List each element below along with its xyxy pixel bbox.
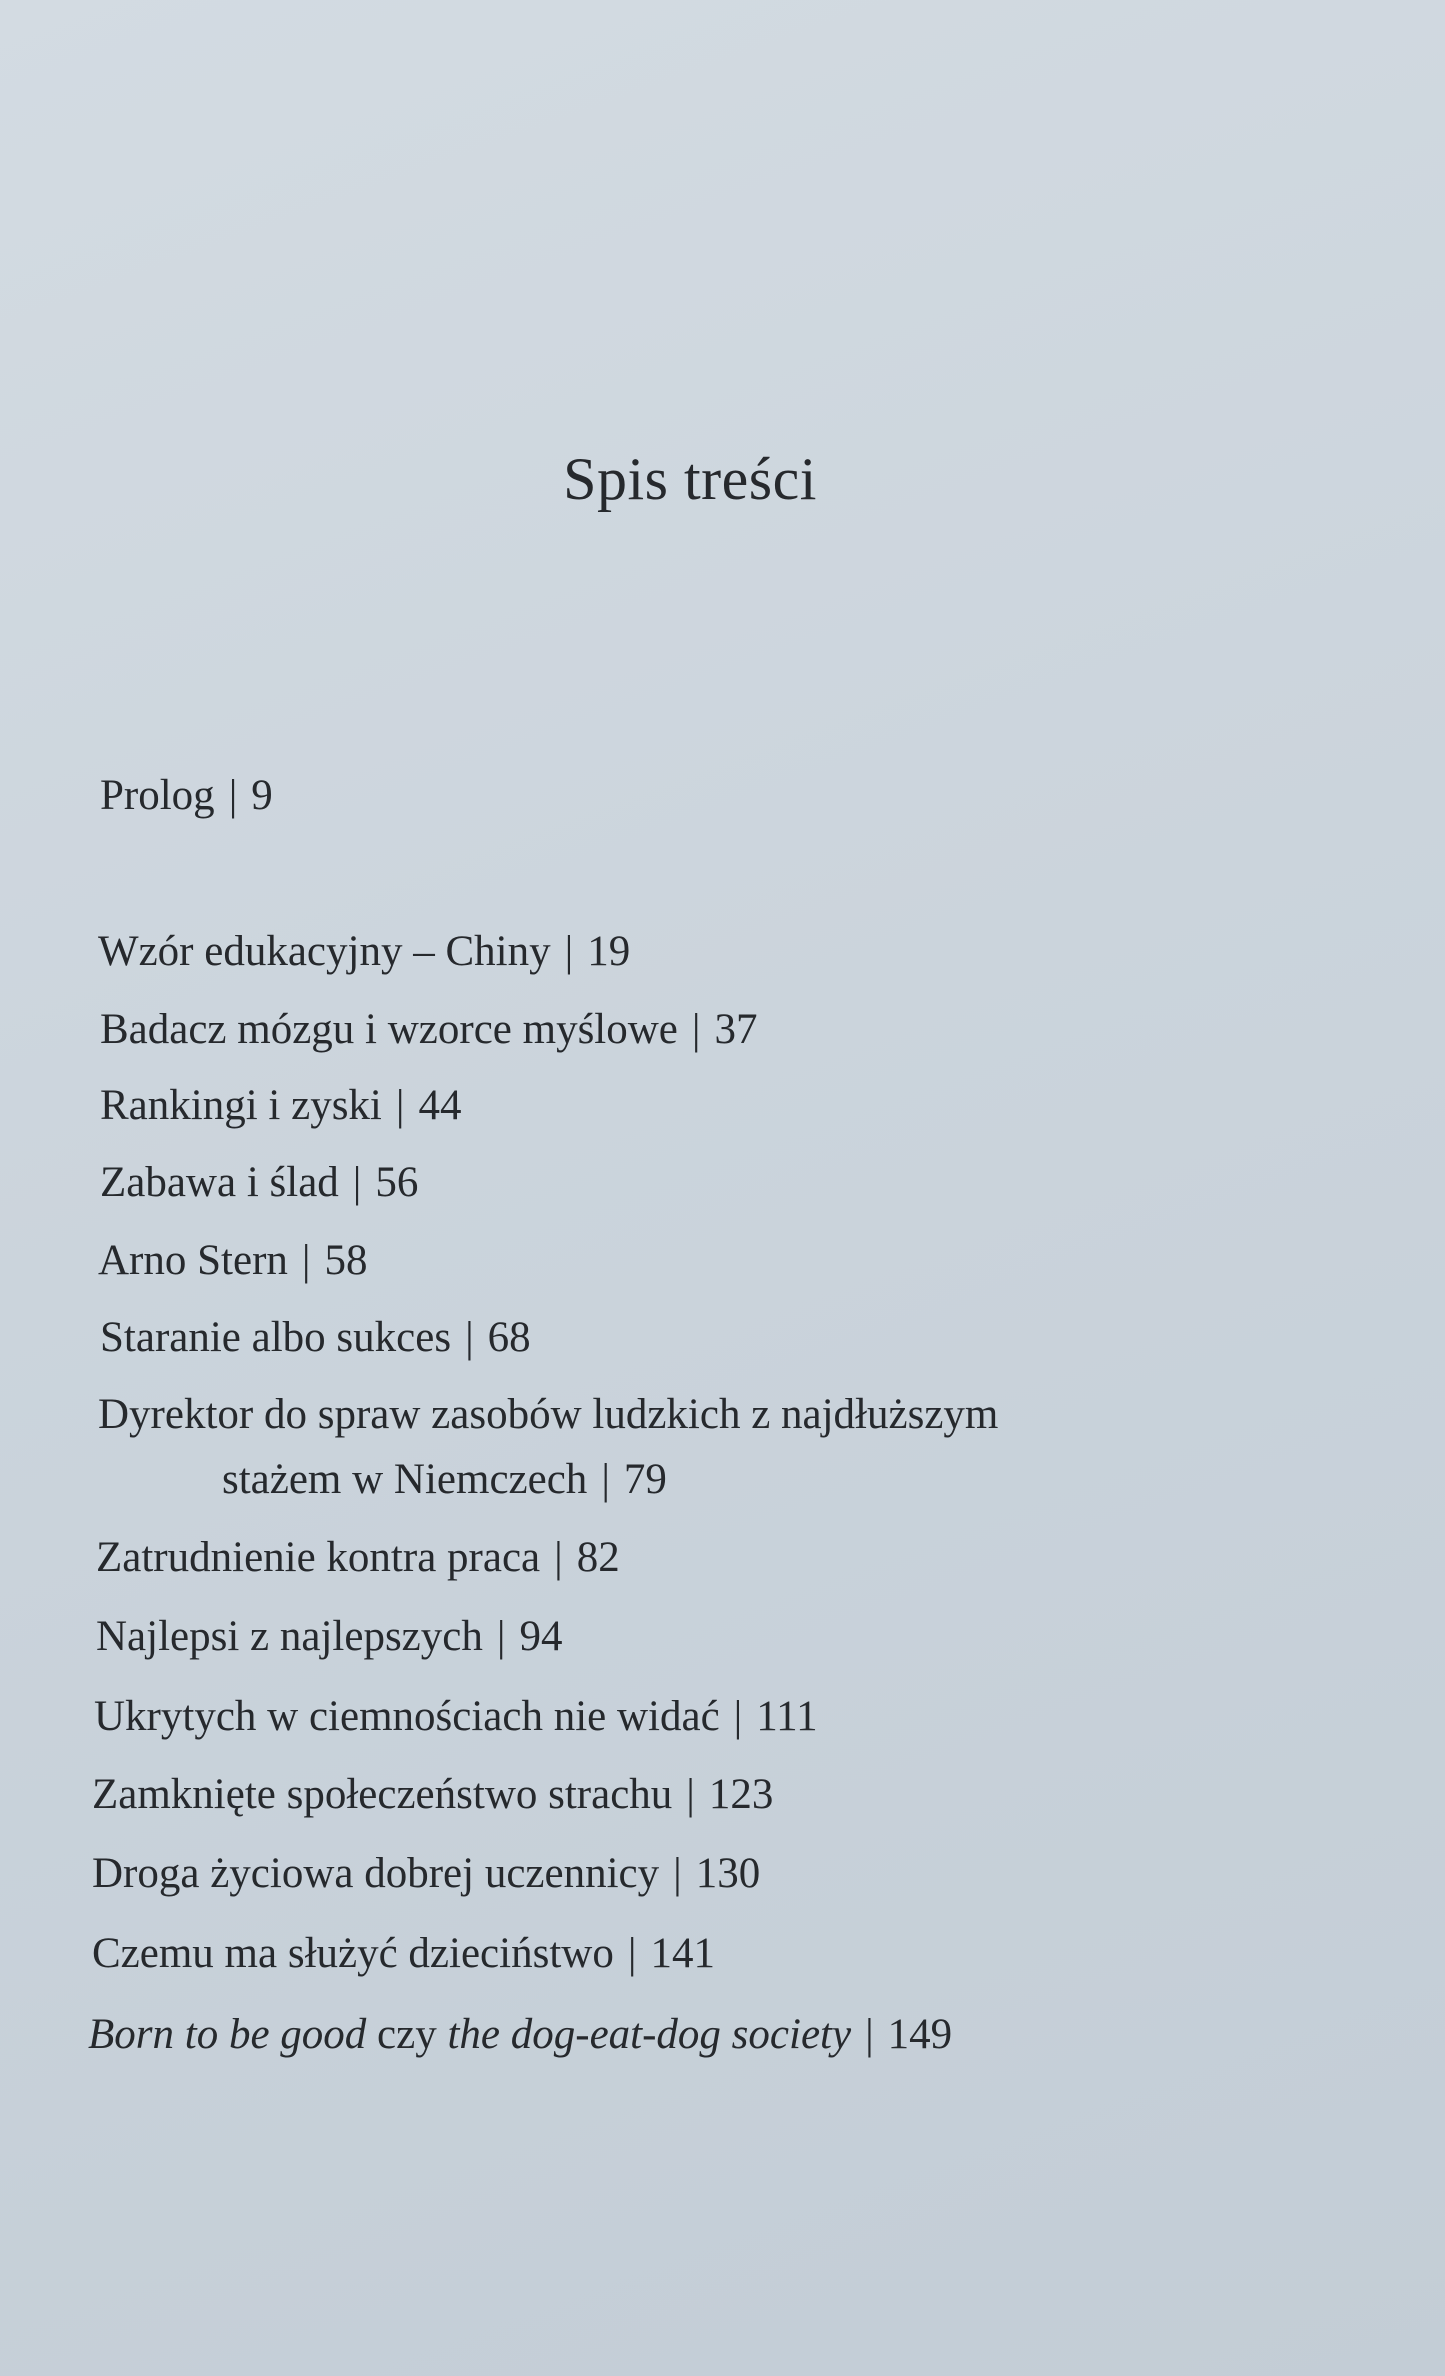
entry-page: 68 bbox=[487, 1314, 531, 1361]
separator: | bbox=[465, 1314, 474, 1361]
entry-title: Czemu ma służyć dzieciństwo bbox=[92, 1930, 614, 1977]
entry-title-connector: czy bbox=[366, 2011, 448, 2058]
toc-entry bbox=[88, 2009, 952, 2061]
separator: | bbox=[601, 1456, 610, 1503]
entry-title: Najlepsi z najlepszych bbox=[96, 1613, 483, 1660]
entry-title: Zatrudnienie kontra praca bbox=[96, 1534, 541, 1581]
entry-page: 141 bbox=[650, 1930, 715, 1977]
separator: | bbox=[686, 1771, 695, 1818]
toc-entry bbox=[98, 1389, 998, 1441]
page-title: Spis treści bbox=[563, 446, 817, 512]
entry-title-italic: Born to be good bbox=[88, 2011, 367, 2058]
separator: | bbox=[865, 2011, 874, 2058]
separator: | bbox=[301, 1237, 311, 1284]
toc-entry bbox=[100, 770, 273, 822]
entry-page: 123 bbox=[708, 1771, 774, 1818]
toc-entry bbox=[96, 1532, 620, 1584]
separator: | bbox=[352, 1159, 362, 1206]
toc-entry bbox=[94, 1691, 818, 1743]
separator: | bbox=[564, 928, 574, 975]
toc-entry-continuation bbox=[222, 1454, 667, 1506]
separator: | bbox=[691, 1006, 701, 1053]
entry-page: 9 bbox=[251, 772, 273, 819]
entry-title: Zabawa i ślad bbox=[100, 1159, 339, 1206]
toc-entry bbox=[92, 1769, 773, 1821]
entry-title: Zamknięte społeczeństwo strachu bbox=[92, 1771, 673, 1818]
toc-entry bbox=[98, 1235, 368, 1287]
entry-page: 37 bbox=[714, 1006, 758, 1053]
entry-page: 82 bbox=[576, 1534, 620, 1581]
toc-entry bbox=[92, 1848, 760, 1900]
entry-page: 44 bbox=[418, 1082, 462, 1129]
entry-title: Droga życiowa dobrej uczennicy bbox=[92, 1850, 660, 1897]
entry-page: 94 bbox=[519, 1613, 563, 1660]
entry-title: Ukrytych w ciemnościach nie widać bbox=[94, 1693, 720, 1740]
entry-page: 79 bbox=[623, 1456, 667, 1503]
entry-page: 19 bbox=[587, 928, 631, 975]
entry-title-continuation: stażem w Niemczech bbox=[222, 1456, 588, 1503]
entry-title: Dyrektor do spraw zasobów ludzkich z najdłuższym bbox=[98, 1391, 999, 1438]
separator: | bbox=[733, 1693, 743, 1740]
entry-title-italic: the dog-eat-dog society bbox=[447, 2011, 852, 2058]
toc-entry bbox=[100, 1312, 531, 1364]
toc-entry bbox=[100, 1157, 418, 1209]
entry-title: Arno Stern bbox=[98, 1237, 288, 1284]
separator: | bbox=[395, 1082, 405, 1129]
entry-page: 111 bbox=[756, 1693, 818, 1740]
entry-title: Staranie albo sukces bbox=[100, 1314, 452, 1361]
entry-title: Wzór edukacyjny – Chiny bbox=[98, 928, 551, 975]
separator: | bbox=[673, 1850, 682, 1897]
toc-entry bbox=[96, 1611, 562, 1663]
entry-page: 56 bbox=[375, 1159, 419, 1206]
entry-page: 58 bbox=[324, 1237, 368, 1284]
separator: | bbox=[496, 1613, 506, 1660]
entry-page: 149 bbox=[887, 2011, 953, 2058]
separator: | bbox=[228, 772, 238, 819]
toc-entry bbox=[92, 1928, 715, 1980]
entry-page: 130 bbox=[695, 1850, 761, 1897]
toc-entry bbox=[100, 1080, 461, 1132]
toc-entry bbox=[100, 1004, 758, 1056]
entry-title: Rankingi i zyski bbox=[100, 1082, 382, 1129]
separator: | bbox=[554, 1534, 563, 1581]
entry-title: Badacz mózgu i wzorce myślowe bbox=[100, 1006, 678, 1053]
separator: | bbox=[627, 1930, 637, 1977]
entry-title: Prolog bbox=[100, 772, 215, 819]
toc-entry bbox=[98, 926, 630, 978]
